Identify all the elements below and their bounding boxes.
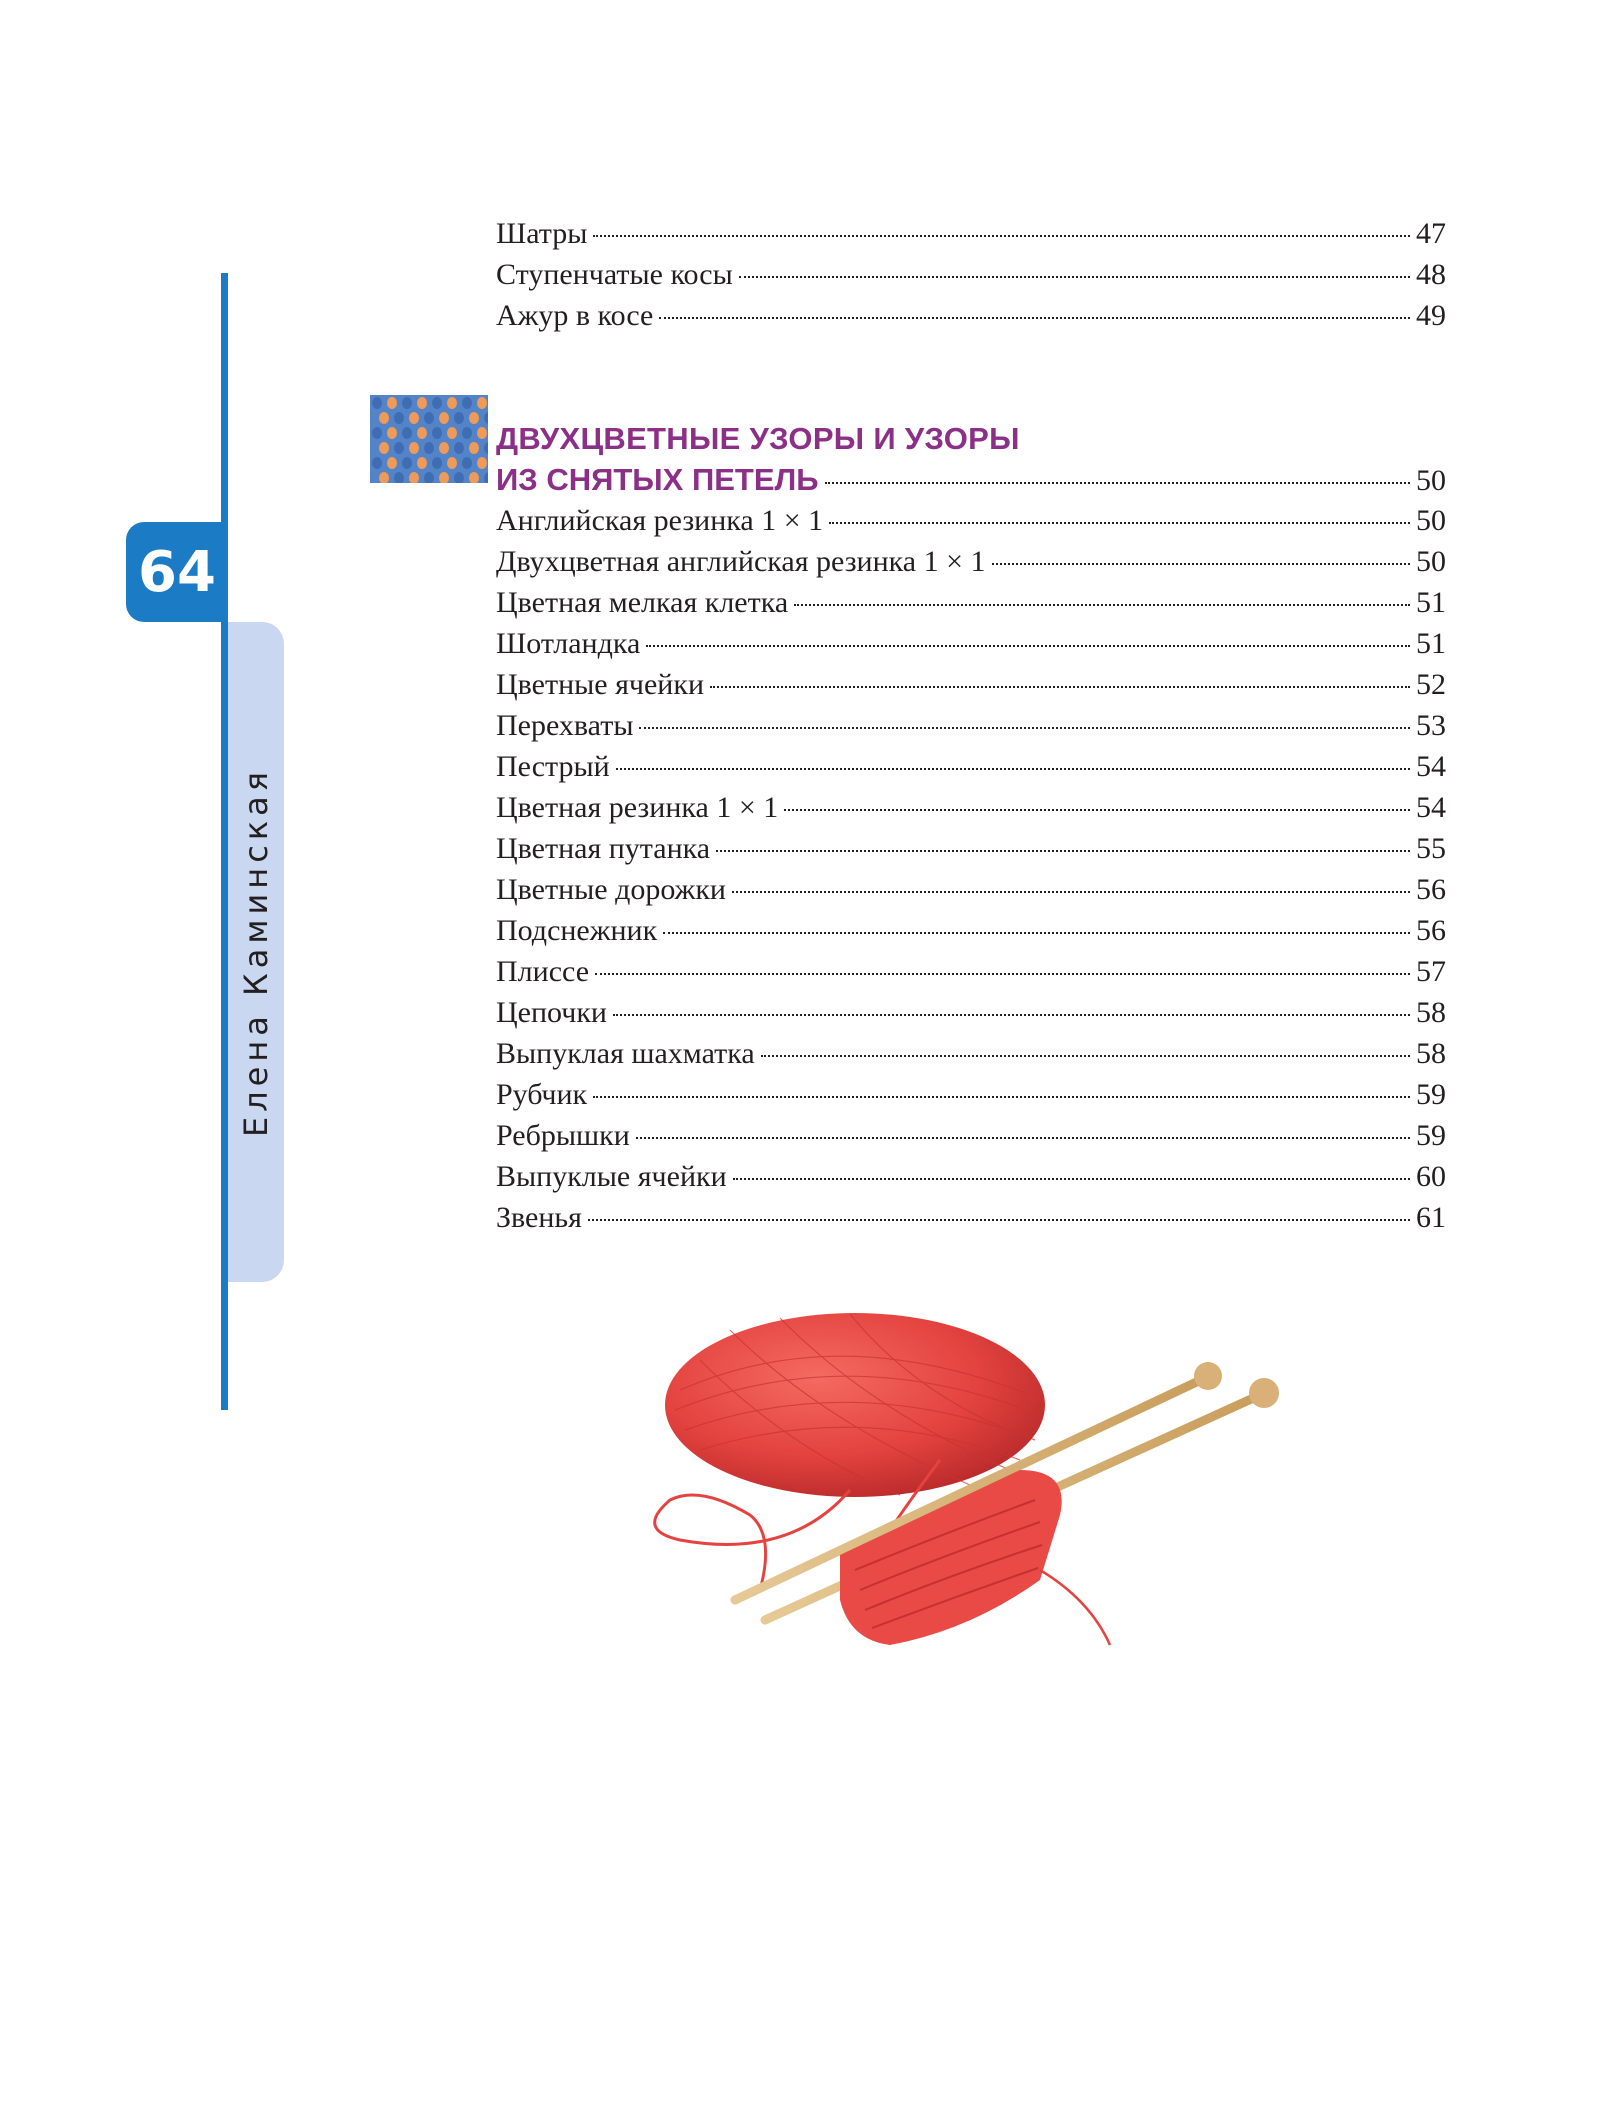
knit-swatch-image	[370, 395, 488, 483]
toc-entry-page: 59	[1416, 1078, 1446, 1111]
toc-entry-label: Цепочки	[496, 996, 607, 1029]
toc-entry[interactable]	[496, 664, 1446, 705]
toc-entry-label: Ребрышки	[496, 1119, 630, 1152]
toc-entry[interactable]	[496, 1074, 1446, 1115]
toc-entry-page: 48	[1416, 258, 1446, 291]
swatch-stitch	[402, 457, 412, 469]
toc-section	[496, 418, 1446, 1238]
toc-entry-label: Двухцветная английская резинка 1 × 1	[496, 545, 986, 578]
swatch-stitch	[447, 457, 457, 469]
swatch-stitch	[439, 412, 449, 424]
swatch-stitch	[462, 397, 472, 409]
swatch-stitch	[462, 427, 472, 439]
toc-top-list	[496, 213, 1446, 336]
toc-entry[interactable]	[496, 254, 1446, 295]
dot-leader	[593, 1096, 1410, 1098]
toc-entry-label: Цветные дорожки	[496, 873, 726, 906]
dot-leader	[593, 235, 1410, 237]
toc-entry-label: Цветная мелкая клетка	[496, 586, 789, 619]
toc-entry-page: 57	[1416, 955, 1446, 988]
toc-entry-label: Подснежник	[496, 914, 658, 947]
swatch-stitch	[394, 442, 404, 454]
toc-entry-page: 51	[1416, 586, 1446, 619]
swatch-stitch	[409, 442, 419, 454]
swatch-stitch	[394, 412, 404, 424]
toc-entry-label: Плиссе	[496, 955, 590, 988]
swatch-stitch	[379, 442, 389, 454]
dot-leader	[659, 317, 1410, 319]
swatch-stitch	[387, 427, 397, 439]
toc-entry-page: 60	[1416, 1160, 1446, 1193]
toc-entry-label: Перехваты	[496, 709, 634, 742]
swatch-stitch	[387, 457, 397, 469]
toc-entry-page: 50	[1416, 504, 1446, 537]
toc-entry-label: Выпуклые ячейки	[496, 1160, 727, 1193]
dot-leader	[646, 645, 1410, 647]
toc-entry-page: 58	[1416, 996, 1446, 1029]
toc-entry-page: 47	[1416, 217, 1446, 250]
swatch-stitch	[402, 397, 412, 409]
swatch-stitch	[424, 412, 434, 424]
page-number-badge	[126, 522, 228, 622]
toc-entry-page: 55	[1416, 832, 1446, 865]
swatch-stitch	[372, 457, 382, 469]
swatch-stitch	[454, 442, 464, 454]
toc-entry[interactable]	[496, 500, 1446, 541]
toc-entry-page: 56	[1416, 914, 1446, 947]
toc-entry-label: Пестрый	[496, 750, 610, 783]
dot-leader	[639, 727, 1410, 729]
toc-entry[interactable]	[496, 910, 1446, 951]
dot-leader	[829, 522, 1410, 524]
toc-entry[interactable]	[496, 1033, 1446, 1074]
section-page: 50	[1416, 464, 1446, 497]
toc-entry-label: Цветная путанка	[496, 832, 711, 865]
dot-leader	[739, 276, 1410, 278]
toc-entry-page: 58	[1416, 1037, 1446, 1070]
swatch-stitch	[387, 397, 397, 409]
toc-entry[interactable]	[496, 541, 1446, 582]
swatch-stitch	[432, 457, 442, 469]
dot-leader	[636, 1137, 1410, 1139]
toc-entry-page: 59	[1416, 1119, 1446, 1152]
toc-entry-label: Шотландка	[496, 627, 641, 660]
toc-entry[interactable]	[496, 828, 1446, 869]
toc-entry-page: 61	[1416, 1201, 1446, 1234]
swatch-stitch	[447, 427, 457, 439]
toc-entry[interactable]	[496, 746, 1446, 787]
toc-entry[interactable]	[496, 213, 1446, 254]
author-name: Елена Каминская	[237, 766, 275, 1138]
swatch-stitch	[439, 442, 449, 454]
swatch-stitch	[402, 427, 412, 439]
toc-entry-label: Звенья	[496, 1201, 582, 1234]
swatch-stitch	[417, 397, 427, 409]
dot-leader	[588, 1219, 1410, 1221]
dot-leader	[761, 1055, 1410, 1057]
toc-entry[interactable]	[496, 705, 1446, 746]
yarn-and-needles-image	[640, 1300, 1340, 1680]
swatch-stitch	[372, 427, 382, 439]
toc-entry[interactable]	[496, 1156, 1446, 1197]
toc-entry[interactable]	[496, 992, 1446, 1033]
toc-entry[interactable]	[496, 1197, 1446, 1238]
swatch-stitch	[454, 412, 464, 424]
dot-leader	[992, 563, 1410, 565]
toc-entry-page: 52	[1416, 668, 1446, 701]
swatch-stitch	[372, 397, 382, 409]
toc-entry[interactable]	[496, 951, 1446, 992]
section-title-line1: ДВУХЦВЕТНЫЕ УЗОРЫ И УЗОРЫ	[496, 421, 1020, 456]
swatch-stitch	[447, 397, 457, 409]
toc-entry[interactable]	[496, 623, 1446, 664]
toc-entry-page: 54	[1416, 750, 1446, 783]
section-heading[interactable]	[496, 459, 1446, 500]
toc-entry-page: 49	[1416, 299, 1446, 332]
swatch-stitch	[417, 427, 427, 439]
swatch-stitch	[432, 427, 442, 439]
toc-entry[interactable]	[496, 869, 1446, 910]
toc-entry-page: 54	[1416, 791, 1446, 824]
toc-entry-label: Рубчик	[496, 1078, 588, 1111]
toc-entry[interactable]	[496, 1115, 1446, 1156]
toc-entry-label: Ажур в косе	[496, 299, 654, 332]
swatch-stitch	[477, 427, 487, 439]
swatch-stitch	[409, 412, 419, 424]
swatch-stitch	[432, 397, 442, 409]
dot-leader	[595, 973, 1410, 975]
dot-leader	[784, 809, 1410, 811]
dot-leader	[794, 604, 1410, 606]
swatch-stitch	[462, 457, 472, 469]
toc-entry-label: Английская резинка 1 × 1	[496, 504, 824, 537]
toc-entry-label: Ступенчатые косы	[496, 258, 733, 291]
toc-entry-label: Цветные ячейки	[496, 668, 704, 701]
dot-leader	[825, 482, 1410, 484]
swatch-stitch	[379, 412, 389, 424]
toc-entry-page: 53	[1416, 709, 1446, 742]
toc-entry-page: 51	[1416, 627, 1446, 660]
swatch-stitch	[477, 397, 487, 409]
dot-leader	[733, 1178, 1410, 1180]
dot-leader	[613, 1014, 1410, 1016]
toc-entry-label: Шатры	[496, 217, 588, 250]
dot-leader	[616, 768, 1410, 770]
swatch-stitch	[469, 412, 479, 424]
swatch-stitch	[424, 442, 434, 454]
toc-entry-label: Выпуклая шахматка	[496, 1037, 755, 1070]
toc-entry-page: 56	[1416, 873, 1446, 906]
side-rule	[221, 273, 228, 1410]
swatch-stitch	[469, 442, 479, 454]
toc-entry[interactable]	[496, 295, 1446, 336]
dot-leader	[716, 850, 1410, 852]
page-number: 64	[138, 539, 216, 605]
toc-entry[interactable]	[496, 582, 1446, 623]
swatch-stitch	[477, 457, 487, 469]
toc-entry[interactable]	[496, 787, 1446, 828]
section-title-line2: ИЗ СНЯТЫХ ПЕТЕЛЬ	[496, 462, 819, 497]
toc-entry-label: Цветная резинка 1 × 1	[496, 791, 779, 824]
toc-entry-page: 50	[1416, 545, 1446, 578]
dot-leader	[732, 891, 1410, 893]
dot-leader	[663, 932, 1410, 934]
dot-leader	[710, 686, 1410, 688]
swatch-stitch	[417, 457, 427, 469]
